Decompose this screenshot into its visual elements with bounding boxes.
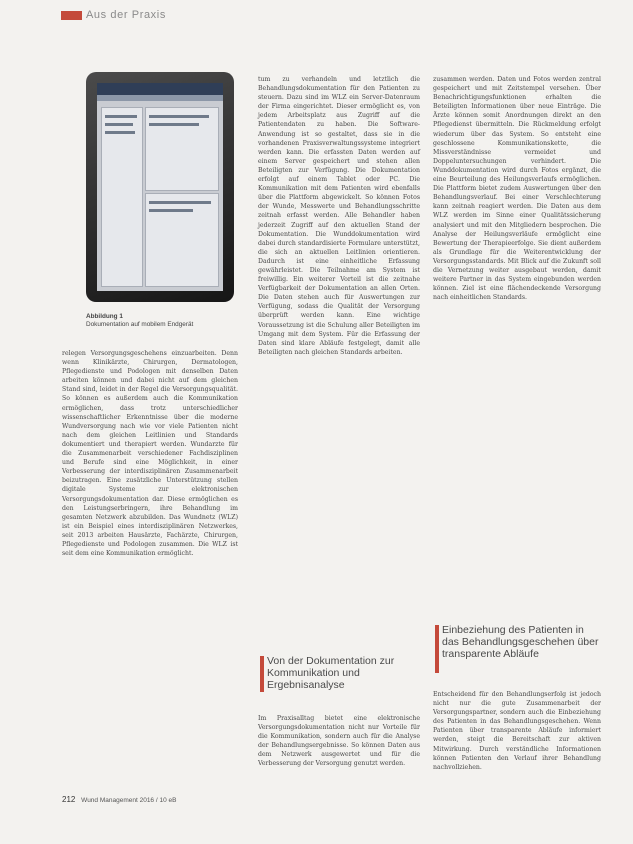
heading-accent-bar — [260, 656, 264, 692]
app-row — [149, 115, 209, 118]
section-color-bar — [61, 11, 82, 20]
paragraph: Im Praxisalltag bietet eine elektronische Versorgungsdokumentation nicht nur Vorteile für die Kommunikation, sondern auch für die Analyse der Behandlungsergebnisse. So können Daten aus dem Netzwerk ausgewertet und für die Verbesserung der Versorgung genutzt werden. — [258, 715, 420, 768]
paragraph: zusammen werden. Daten und Fotos werden zentral gespeichert und mit Zeitstempel versehen. Über Benachrichtigungsfunktionen erhalten die Beteiligten Informationen über neue Einträge. Die Ärzte können somit Anordnungen direkt an den Pflegedienst übermitteln. Die Rückmeldung erfolgt wiederum über das System. So entsteht eine geschlossene Kommunikationskette, die Missverständnisse vermeidet und Doppeluntersuchungen verhindert. Die Wunddokumentation wird durch Fotos ergänzt, die eine Beurteilung des Heilungsverlaufs ermöglichen. Die Plattform bietet zudem Auswertungen über den Behandlungsverlauf. Bei einer Verschlechterung kann zeitnah reagiert werden. Die Daten aus dem WLZ werden im Sinne einer Qualitätssicherung analysiert und mit den Mitgliedern besprochen. Die Analyse der Heilungsverläufe ermöglicht eine Bewertung der Therapieerfolge. Sie dient außerdem als Grundlage für die Weiterentwicklung der Versorgungsstandards. Mit Blick auf die Zukunft soll die Vernetzung weiter ausgebaut werden, damit weitere Partner in das System eingebunden werden können. Ziel ist eine flächendeckende Versorgung nach einheitlichen Standards. — [433, 76, 601, 302]
subheading-einbeziehung: Einbeziehung des Patienten in das Behandlungsgeschehen über transparente Abläufe — [442, 624, 599, 660]
body-column-3 — [433, 75, 601, 302]
paragraph: relegen Versorgungsgeschehens einzuarbeiten. Denn wenn Klinikärzte, Chirurgen, Dermatologen, Pflegedienste und Podologen mit denselben Daten arbeiten können und dabei nicht auf dem gleichen Stand sind, leidet in der Regel die Versorgungsqualität. So können es außerdem auch die Kommunikation ermöglichen, dass trotz unterschiedlicher wissenschaftlicher Erkenntnisse über die moderne Wundversorgung nach wie vor viele Patienten nicht nach dem gleichen Leitlinien und Standards dokumentiert und therapiert werden. Wundarzte für die Zusammenarbeit verschiedener Fachdisziplinen und Berufe sind eine Möglichkeit, in einer Verbesserung der interdisziplinären Zusammenarbeit beizutragen. Eine zusätzliche Unterstützung stellen digitale Systeme zur elektronischen Versorgungsdokumentation dar. Diese ermöglichen es den Leistungserbringern, ihre Behandlung im gesamten Netzwerk abzubilden. Das Wundnetz (WLZ) ist ein Beispiel eines interdisziplinären Netzwerkes, seit 2013 arbeiten Hausärzte, Fachärzte, Chirurgen, Pflegedienste und Podologen zusammen. Die WLZ ist seit dem eine Kommunikation ermöglicht. — [62, 350, 238, 558]
paragraph: Entscheidend für den Behandlungserfolg ist jedoch nicht nur die gute Zusammenarbeit der Versorgungspartner, sondern auch die Einbeziehung des Patienten in das Behandlungsgeschehen. Wenn Patienten über transparente Abläufe informiert werden, steigt die Bereitschaft zur aktiven Mitwirkung. Durch verständliche Informationen können Patienten den Verlauf ihrer Behandlung nachvollziehen. — [433, 691, 601, 771]
figure-caption-text: Dokumentation auf mobilem Endgerät — [86, 321, 194, 328]
app-header-bar — [97, 83, 223, 95]
figure-caption — [86, 313, 236, 329]
body-column-2-lower — [258, 714, 420, 769]
subheading-dokumentation: Von der Dokumentation zur Kommunikation und Ergebnisanalyse — [267, 655, 395, 691]
body-column-1 — [62, 349, 238, 558]
body-column-3-lower — [433, 690, 601, 772]
app-row — [105, 115, 137, 118]
tablet-device — [86, 72, 234, 302]
page-footer — [62, 795, 176, 804]
app-row — [105, 123, 133, 126]
figure-tablet-image — [86, 72, 234, 302]
section-title: Aus der Praxis — [86, 9, 166, 21]
app-main-pane — [145, 107, 219, 191]
app-detail-pane — [145, 193, 219, 287]
figure-label: Abbildung 1 — [86, 313, 123, 320]
app-row — [149, 123, 199, 126]
app-toolbar — [97, 95, 223, 101]
body-column-2 — [258, 75, 420, 357]
heading-accent-bar — [435, 625, 439, 673]
tablet-screen — [97, 83, 223, 291]
app-row — [105, 131, 135, 134]
page-number: 212 — [62, 795, 76, 804]
paragraph: tum zu verhandeln und letztlich die Behandlungsdokumentation für den Patienten zu steuern. Dazu sind im WLZ ein Server-Datenraum der Firma eingerichtet. Dieser ermöglicht es, von jedem Arbeitsplatz aus Zugriff auf die Patientendaten zu haben. Die Software-Anwendung ist so gestaltet, dass sie in die vorhandenen Praxisverwaltungssysteme integriert werden kann. Die erfassten Daten werden auf einem Server gespeichert und stehen allen Beteiligten zur Verfügung. Die Dokumentation erfolgt auf einem Tablet oder PC. Die Kommunikation mit dem Patienten wird ebenfalls über die Plattform abgewickelt. So können Fotos der Wunde, Messwerte und Behandlungsschritte zeitnah erfasst werden. Alle Behandler haben jederzeit Zugriff auf den aktuellen Stand der Dokumentation. Die Wunddokumentation wird dabei durch standardisierte Formulare unterstützt, die sich an aktuellen Leitlinien orientieren. Dadurch ist eine einheitliche Erfassung gewährleistet. Die Teilnahme am System ist freiwillig. Ein weiterer Vorteil ist die zeitnahe Verfügbarkeit der Dokumentation an allen Orten. Die Daten stehen auch für Auswertungen zur Verfügung, sodass die Qualität der Versorgung überprüft werden kann. Eine wichtige Voraussetzung ist die Schulung aller Beteiligten im Umgang mit dem System. Für die Erfassung der Daten sind klare Abläufe festgelegt, damit alle Beteiligten nach gleichen Standards arbeiten. — [258, 76, 420, 356]
app-side-pane — [101, 107, 143, 287]
journal-name: Wund Management 2016 / 10 eB — [81, 797, 177, 804]
app-row — [149, 201, 211, 204]
app-row — [149, 209, 193, 212]
